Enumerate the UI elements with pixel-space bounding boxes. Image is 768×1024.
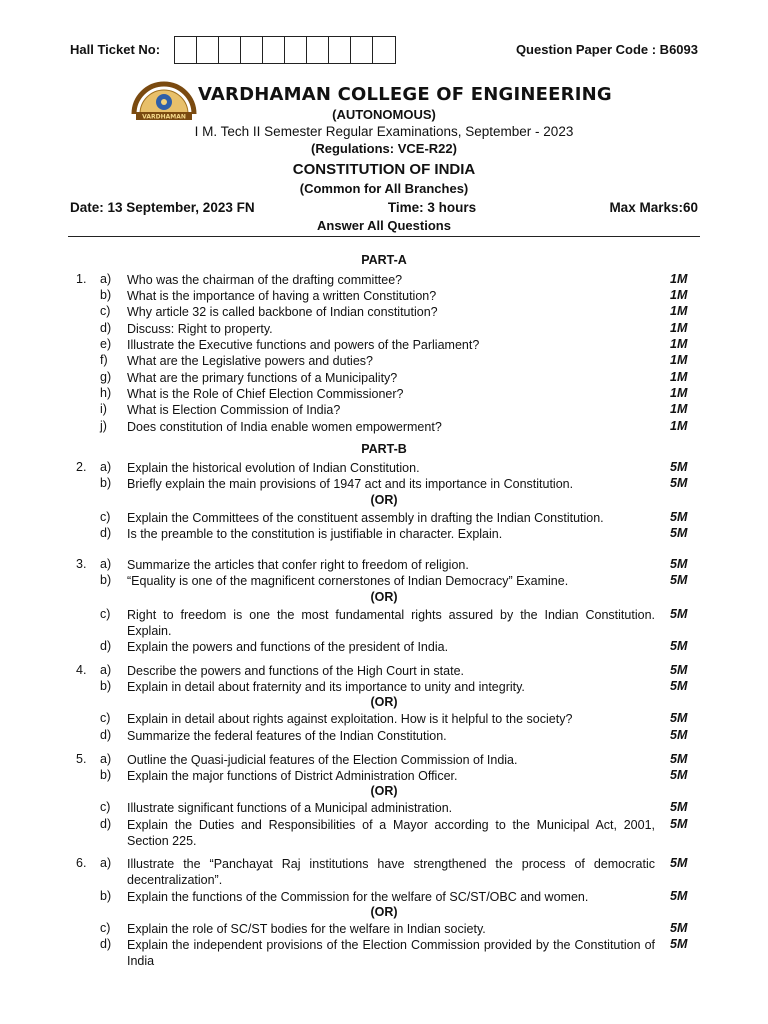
- item-letter: a): [100, 752, 112, 766]
- item-letter: c): [100, 921, 111, 935]
- item-letter: h): [100, 386, 112, 400]
- hall-ticket-box[interactable]: [351, 37, 373, 63]
- marks: 1M: [670, 304, 688, 318]
- question-text: Briefly explain the main provisions of 1947 act and its importance in Constitution.: [127, 477, 574, 491]
- marks: 1M: [670, 272, 688, 286]
- item-letter: a): [100, 663, 112, 677]
- item-letter: b): [100, 288, 112, 302]
- subject-title: CONSTITUTION OF INDIA: [292, 161, 476, 178]
- question-text: What are the primary functions of a Municipality?: [127, 371, 398, 385]
- question-text: What is the Role of Chief Election Commissioner?: [127, 387, 404, 401]
- question-text: Explain in detail about fraternity and its importance to unity and integrity.: [127, 680, 525, 694]
- question-text: What is Election Commission of India?: [127, 403, 341, 417]
- question-text: Explain the Committees of the constituent assembly in drafting the Indian Constitution.: [127, 511, 604, 525]
- instruction: Answer All Questions: [317, 218, 451, 233]
- marks: 5M: [670, 711, 688, 725]
- question-text: Explain the Duties and Responsibilities of a Mayor according to the Municipal Act, 2001, Section 225.: [127, 818, 655, 849]
- marks: 5M: [670, 526, 688, 540]
- hall-ticket-box[interactable]: [373, 37, 395, 63]
- hall-ticket-box[interactable]: [197, 37, 219, 63]
- or-separator: (OR): [370, 695, 398, 709]
- regulations: (Regulations: VCE-R22): [311, 141, 457, 156]
- exam-duration: Time: 3 hours: [387, 200, 477, 215]
- marks: 5M: [670, 817, 688, 831]
- question-text: Summarize the federal features of the Indian Constitution.: [127, 729, 447, 743]
- hall-ticket-box[interactable]: [175, 37, 197, 63]
- marks: 5M: [670, 573, 688, 587]
- marks: 1M: [670, 402, 688, 416]
- or-separator: (OR): [370, 590, 398, 604]
- item-letter: b): [100, 768, 112, 782]
- marks: 5M: [670, 663, 688, 677]
- question-text: Who was the chairman of the drafting committee?: [127, 273, 403, 287]
- marks: 1M: [670, 386, 688, 400]
- marks: 1M: [670, 353, 688, 367]
- item-letter: d): [100, 937, 112, 951]
- marks: 5M: [670, 800, 688, 814]
- hall-ticket-box[interactable]: [219, 37, 241, 63]
- item-letter: d): [100, 728, 112, 742]
- marks: 5M: [670, 510, 688, 524]
- question-number: 6.: [76, 856, 87, 870]
- question-number: 3.: [76, 557, 87, 571]
- item-letter: c): [100, 607, 111, 621]
- item-letter: a): [100, 272, 112, 286]
- marks: 5M: [670, 752, 688, 766]
- question-text: Summarize the articles that confer right to freedom of religion.: [127, 558, 469, 572]
- item-letter: d): [100, 321, 112, 335]
- item-letter: f): [100, 353, 108, 367]
- college-name: VARDHAMAN COLLEGE OF ENGINEERING: [198, 84, 612, 105]
- item-letter: d): [100, 526, 112, 540]
- marks: 1M: [670, 419, 688, 433]
- question-number: 4.: [76, 663, 87, 677]
- part-a-title: PART-A: [361, 253, 407, 267]
- marks: 5M: [670, 728, 688, 742]
- header-divider: [68, 236, 700, 237]
- item-letter: a): [100, 460, 112, 474]
- max-marks: Max Marks:60: [609, 200, 698, 215]
- marks: 5M: [670, 889, 688, 903]
- marks: 5M: [670, 921, 688, 935]
- item-letter: c): [100, 304, 111, 318]
- or-separator: (OR): [370, 905, 398, 919]
- marks: 5M: [670, 679, 688, 693]
- item-letter: i): [100, 402, 107, 416]
- hall-ticket-boxes[interactable]: [174, 36, 396, 64]
- question-text: Is the preamble to the constitution is justifiable in character. Explain.: [127, 527, 503, 541]
- question-text: Describe the powers and functions of the High Court in state.: [127, 664, 464, 678]
- item-letter: b): [100, 573, 112, 587]
- question-text: Why article 32 is called backbone of Indian constitution?: [127, 305, 438, 319]
- exam-meta-row: [70, 200, 698, 215]
- question-text: Explain in detail about rights against exploitation. How is it helpful to the society?: [127, 712, 573, 726]
- question-text: Discuss: Right to property.: [127, 322, 273, 336]
- question-text: Illustrate the “Panchayat Raj institutions have strengthened the process of democratic decentralization”.: [127, 857, 655, 888]
- question-text: Illustrate significant functions of a Municipal administration.: [127, 801, 453, 815]
- marks: 1M: [670, 321, 688, 335]
- marks: 5M: [670, 768, 688, 782]
- exam-title: I M. Tech II Semester Regular Examinations, September - 2023: [194, 124, 574, 139]
- question-text: What is the importance of having a written Constitution?: [127, 289, 437, 303]
- or-separator: (OR): [370, 493, 398, 507]
- marks: 1M: [670, 370, 688, 384]
- item-letter: c): [100, 510, 111, 524]
- item-letter: b): [100, 679, 112, 693]
- item-letter: c): [100, 711, 111, 725]
- or-separator: (OR): [370, 784, 398, 798]
- marks: 1M: [670, 337, 688, 351]
- question-text: Illustrate the Executive functions and powers of the Parliament?: [127, 338, 480, 352]
- hall-ticket-box[interactable]: [263, 37, 285, 63]
- question-paper-code: Question Paper Code : B6093: [515, 42, 698, 57]
- question-number: 2.: [76, 460, 87, 474]
- item-letter: d): [100, 817, 112, 831]
- question-text: Explain the functions of the Commission for the welfare of SC/ST/OBC and women.: [127, 890, 589, 904]
- question-text: Explain the powers and functions of the president of India.: [127, 640, 449, 654]
- marks: 5M: [670, 639, 688, 653]
- question-text: Right to freedom is one the most fundamental rights assured by the Indian Constitution. Explain.: [127, 608, 655, 639]
- item-letter: e): [100, 337, 112, 351]
- item-letter: b): [100, 889, 112, 903]
- question-text: What are the Legislative powers and duties?: [127, 354, 373, 368]
- logo-text: VARDHAMAN: [142, 113, 186, 121]
- question-text: Outline the Quasi-judicial features of the Election Commission of India.: [127, 753, 518, 767]
- item-letter: c): [100, 800, 111, 814]
- hall-ticket-box[interactable]: [285, 37, 307, 63]
- marks: 1M: [670, 288, 688, 302]
- branch-note: (Common for All Branches): [299, 181, 469, 196]
- part-b-title: PART-B: [361, 442, 407, 456]
- marks: 5M: [670, 856, 688, 870]
- marks: 5M: [670, 460, 688, 474]
- item-letter: a): [100, 557, 112, 571]
- question-number: 1.: [76, 272, 87, 286]
- marks: 5M: [670, 557, 688, 571]
- hall-ticket-box[interactable]: [307, 37, 329, 63]
- item-letter: b): [100, 476, 112, 490]
- item-letter: g): [100, 370, 112, 384]
- question-number: 5.: [76, 752, 87, 766]
- autonomous-label: (AUTONOMOUS): [332, 107, 436, 122]
- question-text: “Equality is one of the magnificent cornerstones of Indian Democracy” Examine.: [127, 574, 569, 588]
- question-text: Does constitution of India enable women empowerment?: [127, 420, 442, 434]
- hall-ticket-label: Hall Ticket No:: [70, 42, 161, 57]
- exam-date: Date: 13 September, 2023 FN: [70, 200, 255, 215]
- question-text: Explain the independent provisions of the Election Commission provided by the Constitution of India: [127, 938, 655, 969]
- hall-ticket-box[interactable]: [329, 37, 351, 63]
- question-text: Explain the major functions of District Administration Officer.: [127, 769, 458, 783]
- question-text: Explain the historical evolution of Indian Constitution.: [127, 461, 420, 475]
- item-letter: d): [100, 639, 112, 653]
- item-letter: j): [100, 419, 107, 433]
- question-text: Explain the role of SC/ST bodies for the welfare in Indian society.: [127, 922, 486, 936]
- marks: 5M: [670, 607, 688, 621]
- marks: 5M: [670, 476, 688, 490]
- marks: 5M: [670, 937, 688, 951]
- hall-ticket-box[interactable]: [241, 37, 263, 63]
- item-letter: a): [100, 856, 112, 870]
